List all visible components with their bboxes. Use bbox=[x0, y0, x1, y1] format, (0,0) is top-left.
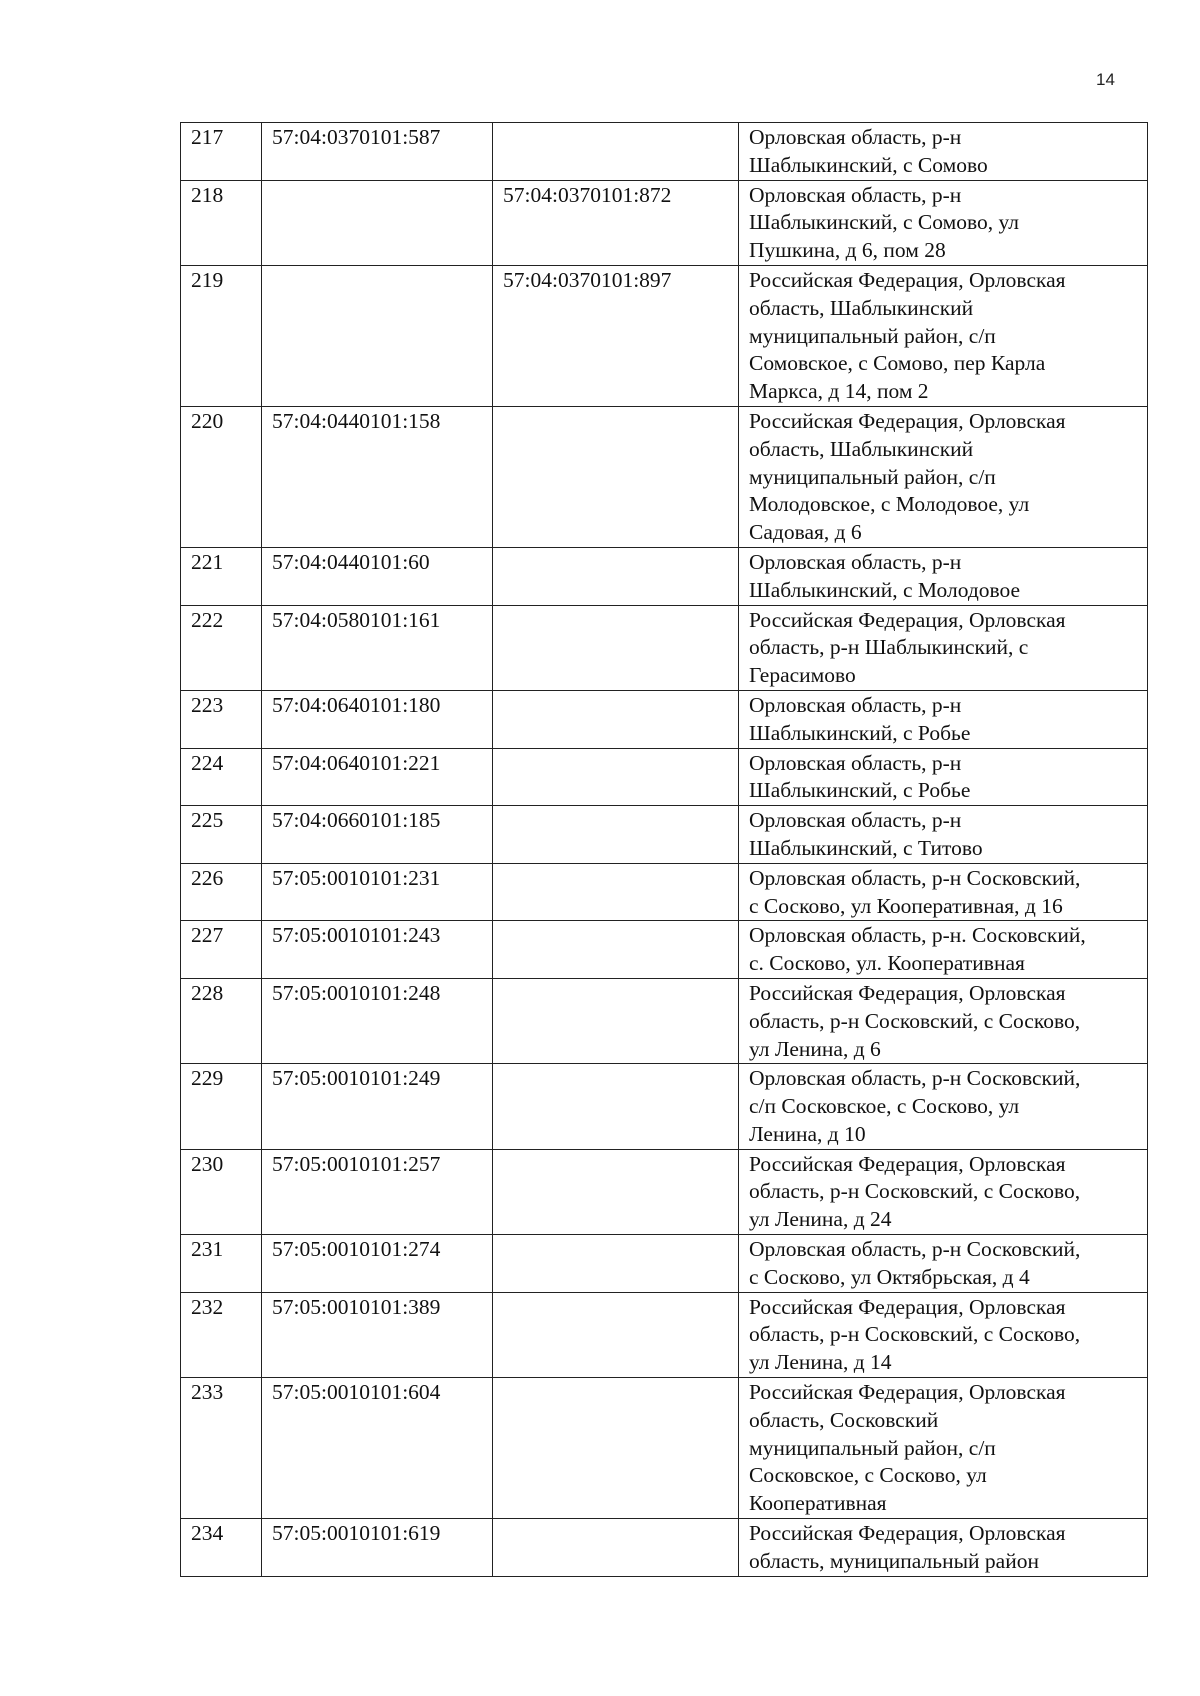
row-number-cell: 233 bbox=[181, 1378, 262, 1519]
address-cell bbox=[739, 978, 1148, 1063]
cadastral-number-alt-cell bbox=[493, 863, 739, 921]
row-number-cell: 224 bbox=[181, 748, 262, 806]
address-line: Российская Федерация, Орловская bbox=[749, 607, 1066, 632]
cadastral-number-alt-cell bbox=[493, 921, 739, 979]
address-cell bbox=[739, 690, 1148, 748]
cadastral-number-cell: 57:04:0440101:158 bbox=[262, 406, 493, 547]
address-line: Сосковское, с Сосково, ул bbox=[749, 1463, 987, 1488]
address-line: Шаблыкинский, с Сомово bbox=[749, 152, 988, 177]
address-line: Герасимово bbox=[749, 663, 856, 688]
address-line: область, р-н Шаблыкинский, с bbox=[749, 635, 1029, 660]
cadastral-number-cell: 57:05:0010101:249 bbox=[262, 1064, 493, 1149]
address-line: ул Ленина, д 24 bbox=[749, 1207, 892, 1232]
row-number-cell: 228 bbox=[181, 978, 262, 1063]
address-line: Орловская область, р-н bbox=[749, 808, 962, 833]
address-line: Орловская область, р-н bbox=[749, 692, 962, 717]
row-number-cell: 230 bbox=[181, 1149, 262, 1234]
table-row bbox=[181, 690, 1148, 748]
cadastral-number-alt-cell bbox=[493, 1149, 739, 1234]
address-line: Садовая, д 6 bbox=[749, 520, 862, 545]
table-row bbox=[181, 180, 1148, 265]
cadastral-number-cell: 57:04:0370101:587 bbox=[262, 123, 493, 181]
row-number-cell: 231 bbox=[181, 1235, 262, 1293]
address-cell bbox=[739, 123, 1148, 181]
cadastral-number-alt-cell bbox=[493, 1235, 739, 1293]
address-line: Российская Федерация, Орловская bbox=[749, 1380, 1066, 1405]
address-line: Российская Федерация, Орловская bbox=[749, 1294, 1066, 1319]
address-cell bbox=[739, 180, 1148, 265]
address-line: ул Ленина, д 6 bbox=[749, 1036, 881, 1061]
cadastral-number-cell: 57:04:0660101:185 bbox=[262, 806, 493, 864]
address-line: область, Сосковский bbox=[749, 1407, 939, 1432]
table-row bbox=[181, 123, 1148, 181]
address-line: Орловская область, р-н bbox=[749, 750, 962, 775]
table-row bbox=[181, 406, 1148, 547]
cadastral-number-cell bbox=[262, 180, 493, 265]
table-row bbox=[181, 978, 1148, 1063]
address-cell bbox=[739, 547, 1148, 605]
address-cell bbox=[739, 605, 1148, 690]
row-number-cell: 220 bbox=[181, 406, 262, 547]
cadastral-number-alt-cell bbox=[493, 690, 739, 748]
table-row bbox=[181, 806, 1148, 864]
cadastral-number-cell: 57:04:0440101:60 bbox=[262, 547, 493, 605]
address-line: Орловская область, р-н bbox=[749, 549, 962, 574]
address-line: Орловская область, р-н. Сосковский, bbox=[749, 923, 1086, 948]
address-line: Орловская область, р-н Сосковский, bbox=[749, 1066, 1081, 1091]
cadastral-number-cell: 57:04:0640101:180 bbox=[262, 690, 493, 748]
cadastral-number-alt-cell bbox=[493, 1064, 739, 1149]
row-number-cell: 226 bbox=[181, 863, 262, 921]
cadastral-number-cell: 57:05:0010101:604 bbox=[262, 1378, 493, 1519]
address-cell bbox=[739, 1235, 1148, 1293]
cadastral-number-alt-cell bbox=[493, 406, 739, 547]
address-line: с/п Сосковское, с Сосково, ул bbox=[749, 1094, 1020, 1119]
cadastral-number-alt-cell: 57:04:0370101:897 bbox=[493, 265, 739, 406]
table-row bbox=[181, 265, 1148, 406]
address-line: Шаблыкинский, с Робье bbox=[749, 720, 971, 745]
table-row bbox=[181, 547, 1148, 605]
table-row bbox=[181, 1378, 1148, 1519]
address-line: Сомовское, с Сомово, пер Карла bbox=[749, 351, 1046, 376]
table-row bbox=[181, 605, 1148, 690]
address-line: Молодовское, с Молодовое, ул bbox=[749, 492, 1030, 517]
row-number-cell: 229 bbox=[181, 1064, 262, 1149]
address-line: Российская Федерация, Орловская bbox=[749, 1521, 1066, 1546]
cadastral-number-cell: 57:04:0640101:221 bbox=[262, 748, 493, 806]
table-row bbox=[181, 863, 1148, 921]
cadastral-number-alt-cell bbox=[493, 1378, 739, 1519]
address-line: Ленина, д 10 bbox=[749, 1121, 866, 1146]
cadastral-number-cell: 57:05:0010101:248 bbox=[262, 978, 493, 1063]
table-row bbox=[181, 748, 1148, 806]
address-line: Кооперативная bbox=[749, 1491, 887, 1516]
cadastral-number-cell: 57:04:0580101:161 bbox=[262, 605, 493, 690]
row-number-cell: 232 bbox=[181, 1292, 262, 1377]
address-line: ул Ленина, д 14 bbox=[749, 1350, 892, 1375]
address-line: область, Шаблыкинский bbox=[749, 295, 974, 320]
address-line: Маркса, д 14, пом 2 bbox=[749, 379, 929, 404]
cadastral-number-cell: 57:05:0010101:243 bbox=[262, 921, 493, 979]
address-cell bbox=[739, 806, 1148, 864]
address-cell bbox=[739, 1292, 1148, 1377]
row-number-cell: 217 bbox=[181, 123, 262, 181]
address-line: с Сосково, ул Кооперативная, д 16 bbox=[749, 893, 1063, 918]
address-line: Орловская область, р-н Сосковский, bbox=[749, 865, 1081, 890]
address-cell bbox=[739, 265, 1148, 406]
cadastral-number-alt-cell bbox=[493, 748, 739, 806]
cadastral-number-alt-cell bbox=[493, 806, 739, 864]
cadastral-number-alt-cell bbox=[493, 547, 739, 605]
row-number-cell: 219 bbox=[181, 265, 262, 406]
address-line: область, р-н Сосковский, с Сосково, bbox=[749, 1008, 1081, 1033]
address-line: Шаблыкинский, с Робье bbox=[749, 778, 971, 803]
table-row bbox=[181, 1519, 1148, 1577]
cadastral-number-cell: 57:05:0010101:274 bbox=[262, 1235, 493, 1293]
table-row bbox=[181, 1149, 1148, 1234]
row-number-cell: 222 bbox=[181, 605, 262, 690]
address-line: муниципальный район, с/п bbox=[749, 1435, 996, 1460]
row-number-cell: 234 bbox=[181, 1519, 262, 1577]
row-number-cell: 223 bbox=[181, 690, 262, 748]
table-row bbox=[181, 1064, 1148, 1149]
table-row bbox=[181, 1235, 1148, 1293]
address-line: Российская Федерация, Орловская bbox=[749, 1151, 1066, 1176]
cadastral-number-alt-cell bbox=[493, 1292, 739, 1377]
address-line: с Сосково, ул Октябрьская, д 4 bbox=[749, 1264, 1030, 1289]
address-line: область, р-н Сосковский, с Сосково, bbox=[749, 1322, 1081, 1347]
address-line: Российская Федерация, Орловская bbox=[749, 980, 1066, 1005]
address-line: Российская Федерация, Орловская bbox=[749, 408, 1066, 433]
address-line: Российская Федерация, Орловская bbox=[749, 267, 1066, 292]
cadastral-number-alt-cell bbox=[493, 605, 739, 690]
address-cell bbox=[739, 406, 1148, 547]
table-row bbox=[181, 921, 1148, 979]
address-line: область, р-н Сосковский, с Сосково, bbox=[749, 1179, 1081, 1204]
address-line: Шаблыкинский, с Титово bbox=[749, 835, 983, 860]
address-line: Орловская область, р-н bbox=[749, 125, 962, 149]
address-line: область, муниципальный район bbox=[749, 1548, 1039, 1573]
address-line: с. Сосково, ул. Кооперативная bbox=[749, 951, 1025, 976]
address-line: муниципальный район, с/п bbox=[749, 464, 996, 489]
cadastral-number-cell: 57:05:0010101:257 bbox=[262, 1149, 493, 1234]
address-line: область, Шаблыкинский bbox=[749, 436, 974, 461]
address-cell bbox=[739, 1378, 1148, 1519]
row-number-cell: 225 bbox=[181, 806, 262, 864]
cadastral-number-alt-cell bbox=[493, 978, 739, 1063]
row-number-cell: 227 bbox=[181, 921, 262, 979]
row-number-cell: 218 bbox=[181, 180, 262, 265]
address-line: муниципальный район, с/п bbox=[749, 323, 996, 348]
address-line: Орловская область, р-н Сосковский, bbox=[749, 1237, 1081, 1262]
address-cell bbox=[739, 921, 1148, 979]
address-line: Шаблыкинский, с Молодовое bbox=[749, 577, 1021, 602]
cadastral-number-cell: 57:05:0010101:231 bbox=[262, 863, 493, 921]
cadastral-number-alt-cell: 57:04:0370101:872 bbox=[493, 180, 739, 265]
address-line: Орловская область, р-н bbox=[749, 182, 962, 207]
address-cell bbox=[739, 748, 1148, 806]
address-cell bbox=[739, 1519, 1148, 1577]
address-cell bbox=[739, 1064, 1148, 1149]
address-cell bbox=[739, 1149, 1148, 1234]
cadastral-number-alt-cell bbox=[493, 1519, 739, 1577]
cadastral-number-cell: 57:05:0010101:619 bbox=[262, 1519, 493, 1577]
address-line: Шаблыкинский, с Сомово, ул bbox=[749, 210, 1020, 235]
cadastral-number-cell: 57:05:0010101:389 bbox=[262, 1292, 493, 1377]
address-line: Пушкина, д 6, пом 28 bbox=[749, 238, 946, 263]
address-cell bbox=[739, 863, 1148, 921]
row-number-cell: 221 bbox=[181, 547, 262, 605]
cadastral-number-cell bbox=[262, 265, 493, 406]
registry-body bbox=[181, 123, 1148, 1577]
page-number: 14 bbox=[1096, 70, 1115, 89]
property-registry-table bbox=[180, 122, 1148, 1577]
table-row bbox=[181, 1292, 1148, 1377]
cadastral-number-alt-cell bbox=[493, 123, 739, 181]
